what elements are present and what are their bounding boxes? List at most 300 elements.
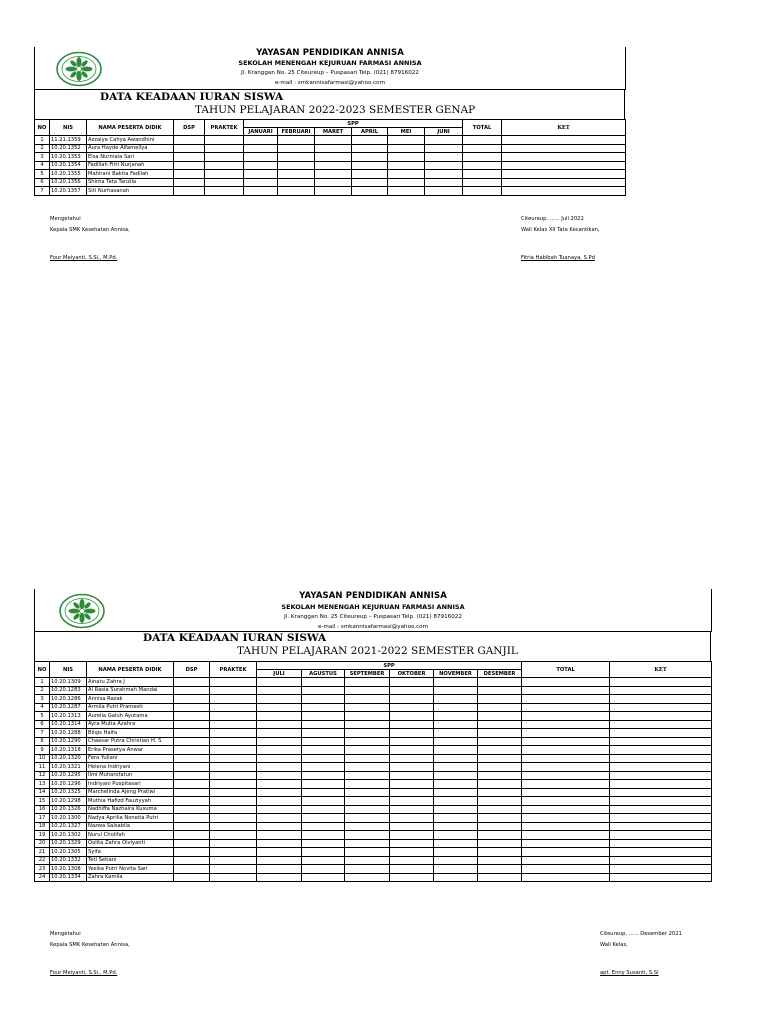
empty-cell[interactable]: [610, 703, 712, 712]
empty-cell[interactable]: [463, 178, 502, 187]
empty-cell[interactable]: [174, 703, 210, 712]
empty-cell[interactable]: [425, 144, 463, 153]
empty-cell[interactable]: [388, 144, 425, 153]
empty-cell[interactable]: [278, 187, 315, 196]
empty-cell[interactable]: [478, 814, 522, 823]
empty-cell[interactable]: [434, 822, 478, 831]
empty-cell[interactable]: [434, 746, 478, 755]
empty-cell[interactable]: [345, 831, 390, 840]
empty-cell[interactable]: [434, 729, 478, 738]
empty-cell[interactable]: [174, 746, 210, 755]
empty-cell[interactable]: [434, 737, 478, 746]
empty-cell[interactable]: [278, 144, 315, 153]
empty-cell[interactable]: [478, 754, 522, 763]
empty-cell[interactable]: [302, 703, 345, 712]
empty-cell[interactable]: [463, 153, 502, 162]
empty-cell[interactable]: [610, 831, 712, 840]
empty-cell[interactable]: [257, 822, 302, 831]
empty-cell[interactable]: [434, 763, 478, 772]
empty-cell[interactable]: [345, 763, 390, 772]
empty-cell[interactable]: [388, 178, 425, 187]
empty-cell[interactable]: [434, 873, 478, 882]
empty-cell[interactable]: [302, 771, 345, 780]
empty-cell[interactable]: [257, 729, 302, 738]
empty-cell[interactable]: [210, 797, 257, 806]
empty-cell[interactable]: [174, 720, 210, 729]
empty-cell[interactable]: [425, 178, 463, 187]
empty-cell[interactable]: [390, 720, 434, 729]
empty-cell[interactable]: [174, 161, 205, 170]
empty-cell[interactable]: [210, 746, 257, 755]
empty-cell[interactable]: [315, 153, 352, 162]
empty-cell[interactable]: [210, 771, 257, 780]
empty-cell[interactable]: [522, 822, 610, 831]
empty-cell[interactable]: [390, 856, 434, 865]
empty-cell[interactable]: [522, 720, 610, 729]
empty-cell[interactable]: [463, 161, 502, 170]
empty-cell[interactable]: [345, 729, 390, 738]
empty-cell[interactable]: [434, 814, 478, 823]
empty-cell[interactable]: [345, 848, 390, 857]
empty-cell[interactable]: [302, 788, 345, 797]
empty-cell[interactable]: [478, 686, 522, 695]
empty-cell[interactable]: [463, 187, 502, 196]
empty-cell[interactable]: [210, 729, 257, 738]
empty-cell[interactable]: [434, 771, 478, 780]
empty-cell[interactable]: [210, 805, 257, 814]
empty-cell[interactable]: [478, 822, 522, 831]
empty-cell[interactable]: [257, 780, 302, 789]
empty-cell[interactable]: [257, 754, 302, 763]
empty-cell[interactable]: [315, 136, 352, 145]
empty-cell[interactable]: [257, 712, 302, 721]
empty-cell[interactable]: [345, 771, 390, 780]
empty-cell[interactable]: [502, 187, 626, 196]
empty-cell[interactable]: [390, 678, 434, 687]
empty-cell[interactable]: [210, 814, 257, 823]
empty-cell[interactable]: [434, 712, 478, 721]
empty-cell[interactable]: [315, 187, 352, 196]
empty-cell[interactable]: [345, 720, 390, 729]
empty-cell[interactable]: [478, 780, 522, 789]
empty-cell[interactable]: [210, 788, 257, 797]
empty-cell[interactable]: [302, 797, 345, 806]
empty-cell[interactable]: [210, 720, 257, 729]
empty-cell[interactable]: [210, 839, 257, 848]
empty-cell[interactable]: [205, 153, 244, 162]
empty-cell[interactable]: [522, 865, 610, 874]
empty-cell[interactable]: [315, 161, 352, 170]
empty-cell[interactable]: [244, 178, 278, 187]
empty-cell[interactable]: [244, 153, 278, 162]
empty-cell[interactable]: [388, 170, 425, 179]
empty-cell[interactable]: [174, 805, 210, 814]
empty-cell[interactable]: [302, 856, 345, 865]
empty-cell[interactable]: [390, 822, 434, 831]
empty-cell[interactable]: [257, 839, 302, 848]
empty-cell[interactable]: [174, 797, 210, 806]
empty-cell[interactable]: [345, 814, 390, 823]
empty-cell[interactable]: [302, 695, 345, 704]
empty-cell[interactable]: [174, 144, 205, 153]
empty-cell[interactable]: [210, 831, 257, 840]
empty-cell[interactable]: [434, 780, 478, 789]
empty-cell[interactable]: [610, 856, 712, 865]
empty-cell[interactable]: [434, 848, 478, 857]
empty-cell[interactable]: [174, 763, 210, 772]
empty-cell[interactable]: [610, 780, 712, 789]
empty-cell[interactable]: [302, 712, 345, 721]
empty-cell[interactable]: [174, 788, 210, 797]
empty-cell[interactable]: [345, 873, 390, 882]
empty-cell[interactable]: [257, 805, 302, 814]
empty-cell[interactable]: [502, 170, 626, 179]
empty-cell[interactable]: [522, 703, 610, 712]
empty-cell[interactable]: [302, 737, 345, 746]
empty-cell[interactable]: [434, 805, 478, 814]
empty-cell[interactable]: [257, 763, 302, 772]
empty-cell[interactable]: [434, 720, 478, 729]
empty-cell[interactable]: [522, 814, 610, 823]
empty-cell[interactable]: [302, 686, 345, 695]
empty-cell[interactable]: [425, 187, 463, 196]
empty-cell[interactable]: [478, 720, 522, 729]
empty-cell[interactable]: [257, 797, 302, 806]
empty-cell[interactable]: [244, 187, 278, 196]
empty-cell[interactable]: [502, 144, 626, 153]
empty-cell[interactable]: [302, 763, 345, 772]
empty-cell[interactable]: [522, 797, 610, 806]
empty-cell[interactable]: [434, 754, 478, 763]
empty-cell[interactable]: [478, 763, 522, 772]
empty-cell[interactable]: [478, 865, 522, 874]
empty-cell[interactable]: [610, 686, 712, 695]
empty-cell[interactable]: [174, 712, 210, 721]
empty-cell[interactable]: [610, 788, 712, 797]
empty-cell[interactable]: [390, 729, 434, 738]
empty-cell[interactable]: [257, 678, 302, 687]
empty-cell[interactable]: [390, 712, 434, 721]
empty-cell[interactable]: [210, 695, 257, 704]
empty-cell[interactable]: [390, 848, 434, 857]
empty-cell[interactable]: [388, 153, 425, 162]
empty-cell[interactable]: [205, 178, 244, 187]
empty-cell[interactable]: [390, 839, 434, 848]
empty-cell[interactable]: [174, 695, 210, 704]
empty-cell[interactable]: [463, 136, 502, 145]
empty-cell[interactable]: [478, 848, 522, 857]
empty-cell[interactable]: [522, 754, 610, 763]
empty-cell[interactable]: [174, 865, 210, 874]
empty-cell[interactable]: [302, 780, 345, 789]
empty-cell[interactable]: [174, 170, 205, 179]
empty-cell[interactable]: [315, 170, 352, 179]
empty-cell[interactable]: [390, 771, 434, 780]
empty-cell[interactable]: [434, 788, 478, 797]
empty-cell[interactable]: [434, 839, 478, 848]
empty-cell[interactable]: [522, 695, 610, 704]
empty-cell[interactable]: [610, 720, 712, 729]
empty-cell[interactable]: [345, 686, 390, 695]
empty-cell[interactable]: [522, 805, 610, 814]
empty-cell[interactable]: [257, 686, 302, 695]
empty-cell[interactable]: [205, 187, 244, 196]
empty-cell[interactable]: [478, 805, 522, 814]
empty-cell[interactable]: [174, 848, 210, 857]
empty-cell[interactable]: [352, 153, 388, 162]
empty-cell[interactable]: [174, 153, 205, 162]
empty-cell[interactable]: [610, 754, 712, 763]
empty-cell[interactable]: [302, 678, 345, 687]
empty-cell[interactable]: [352, 144, 388, 153]
empty-cell[interactable]: [345, 695, 390, 704]
empty-cell[interactable]: [244, 170, 278, 179]
empty-cell[interactable]: [257, 737, 302, 746]
empty-cell[interactable]: [345, 839, 390, 848]
empty-cell[interactable]: [434, 831, 478, 840]
empty-cell[interactable]: [345, 805, 390, 814]
empty-cell[interactable]: [345, 746, 390, 755]
empty-cell[interactable]: [345, 865, 390, 874]
empty-cell[interactable]: [257, 873, 302, 882]
empty-cell[interactable]: [390, 754, 434, 763]
empty-cell[interactable]: [205, 170, 244, 179]
empty-cell[interactable]: [174, 754, 210, 763]
empty-cell[interactable]: [434, 678, 478, 687]
empty-cell[interactable]: [352, 161, 388, 170]
empty-cell[interactable]: [278, 170, 315, 179]
empty-cell[interactable]: [257, 720, 302, 729]
empty-cell[interactable]: [390, 763, 434, 772]
empty-cell[interactable]: [302, 822, 345, 831]
empty-cell[interactable]: [352, 187, 388, 196]
empty-cell[interactable]: [610, 712, 712, 721]
empty-cell[interactable]: [478, 873, 522, 882]
empty-cell[interactable]: [610, 737, 712, 746]
empty-cell[interactable]: [302, 746, 345, 755]
empty-cell[interactable]: [610, 729, 712, 738]
empty-cell[interactable]: [390, 805, 434, 814]
empty-cell[interactable]: [425, 170, 463, 179]
empty-cell[interactable]: [210, 873, 257, 882]
empty-cell[interactable]: [345, 856, 390, 865]
empty-cell[interactable]: [257, 788, 302, 797]
empty-cell[interactable]: [210, 712, 257, 721]
empty-cell[interactable]: [478, 856, 522, 865]
empty-cell[interactable]: [478, 746, 522, 755]
empty-cell[interactable]: [390, 746, 434, 755]
empty-cell[interactable]: [390, 788, 434, 797]
empty-cell[interactable]: [610, 746, 712, 755]
empty-cell[interactable]: [257, 703, 302, 712]
empty-cell[interactable]: [522, 712, 610, 721]
empty-cell[interactable]: [610, 678, 712, 687]
empty-cell[interactable]: [425, 153, 463, 162]
empty-cell[interactable]: [434, 797, 478, 806]
empty-cell[interactable]: [345, 737, 390, 746]
empty-cell[interactable]: [522, 856, 610, 865]
empty-cell[interactable]: [174, 839, 210, 848]
empty-cell[interactable]: [302, 729, 345, 738]
empty-cell[interactable]: [352, 178, 388, 187]
empty-cell[interactable]: [390, 873, 434, 882]
empty-cell[interactable]: [522, 839, 610, 848]
empty-cell[interactable]: [502, 161, 626, 170]
empty-cell[interactable]: [345, 788, 390, 797]
empty-cell[interactable]: [502, 136, 626, 145]
empty-cell[interactable]: [210, 678, 257, 687]
empty-cell[interactable]: [174, 780, 210, 789]
empty-cell[interactable]: [478, 712, 522, 721]
empty-cell[interactable]: [315, 144, 352, 153]
empty-cell[interactable]: [174, 814, 210, 823]
empty-cell[interactable]: [390, 814, 434, 823]
empty-cell[interactable]: [478, 797, 522, 806]
empty-cell[interactable]: [463, 170, 502, 179]
empty-cell[interactable]: [390, 686, 434, 695]
empty-cell[interactable]: [390, 737, 434, 746]
empty-cell[interactable]: [610, 805, 712, 814]
empty-cell[interactable]: [302, 839, 345, 848]
empty-cell[interactable]: [478, 695, 522, 704]
empty-cell[interactable]: [478, 678, 522, 687]
empty-cell[interactable]: [278, 161, 315, 170]
empty-cell[interactable]: [388, 161, 425, 170]
empty-cell[interactable]: [345, 712, 390, 721]
empty-cell[interactable]: [257, 831, 302, 840]
empty-cell[interactable]: [302, 865, 345, 874]
empty-cell[interactable]: [174, 178, 205, 187]
empty-cell[interactable]: [257, 856, 302, 865]
empty-cell[interactable]: [352, 170, 388, 179]
empty-cell[interactable]: [174, 729, 210, 738]
empty-cell[interactable]: [522, 831, 610, 840]
empty-cell[interactable]: [302, 720, 345, 729]
empty-cell[interactable]: [210, 822, 257, 831]
empty-cell[interactable]: [478, 831, 522, 840]
empty-cell[interactable]: [302, 754, 345, 763]
empty-cell[interactable]: [352, 136, 388, 145]
empty-cell[interactable]: [210, 865, 257, 874]
empty-cell[interactable]: [210, 686, 257, 695]
empty-cell[interactable]: [434, 865, 478, 874]
empty-cell[interactable]: [257, 848, 302, 857]
empty-cell[interactable]: [174, 187, 205, 196]
empty-cell[interactable]: [390, 865, 434, 874]
empty-cell[interactable]: [174, 136, 205, 145]
empty-cell[interactable]: [315, 178, 352, 187]
empty-cell[interactable]: [257, 814, 302, 823]
empty-cell[interactable]: [210, 856, 257, 865]
empty-cell[interactable]: [522, 763, 610, 772]
empty-cell[interactable]: [390, 780, 434, 789]
empty-cell[interactable]: [278, 136, 315, 145]
empty-cell[interactable]: [244, 136, 278, 145]
empty-cell[interactable]: [278, 153, 315, 162]
empty-cell[interactable]: [434, 695, 478, 704]
empty-cell[interactable]: [174, 856, 210, 865]
empty-cell[interactable]: [478, 771, 522, 780]
empty-cell[interactable]: [610, 848, 712, 857]
empty-cell[interactable]: [244, 144, 278, 153]
empty-cell[interactable]: [174, 737, 210, 746]
empty-cell[interactable]: [210, 848, 257, 857]
empty-cell[interactable]: [522, 848, 610, 857]
empty-cell[interactable]: [434, 703, 478, 712]
empty-cell[interactable]: [610, 822, 712, 831]
empty-cell[interactable]: [478, 788, 522, 797]
empty-cell[interactable]: [610, 763, 712, 772]
empty-cell[interactable]: [210, 780, 257, 789]
empty-cell[interactable]: [522, 771, 610, 780]
empty-cell[interactable]: [257, 746, 302, 755]
empty-cell[interactable]: [434, 856, 478, 865]
empty-cell[interactable]: [210, 703, 257, 712]
empty-cell[interactable]: [522, 746, 610, 755]
empty-cell[interactable]: [502, 178, 626, 187]
empty-cell[interactable]: [390, 695, 434, 704]
empty-cell[interactable]: [390, 831, 434, 840]
empty-cell[interactable]: [174, 686, 210, 695]
empty-cell[interactable]: [257, 865, 302, 874]
empty-cell[interactable]: [610, 814, 712, 823]
empty-cell[interactable]: [205, 161, 244, 170]
empty-cell[interactable]: [210, 737, 257, 746]
empty-cell[interactable]: [610, 873, 712, 882]
empty-cell[interactable]: [390, 797, 434, 806]
empty-cell[interactable]: [174, 771, 210, 780]
empty-cell[interactable]: [610, 771, 712, 780]
empty-cell[interactable]: [345, 703, 390, 712]
empty-cell[interactable]: [345, 822, 390, 831]
empty-cell[interactable]: [478, 839, 522, 848]
empty-cell[interactable]: [610, 695, 712, 704]
empty-cell[interactable]: [434, 686, 478, 695]
empty-cell[interactable]: [478, 703, 522, 712]
empty-cell[interactable]: [388, 187, 425, 196]
empty-cell[interactable]: [610, 839, 712, 848]
empty-cell[interactable]: [425, 136, 463, 145]
empty-cell[interactable]: [522, 737, 610, 746]
empty-cell[interactable]: [425, 161, 463, 170]
empty-cell[interactable]: [257, 771, 302, 780]
empty-cell[interactable]: [522, 678, 610, 687]
empty-cell[interactable]: [302, 805, 345, 814]
empty-cell[interactable]: [210, 754, 257, 763]
empty-cell[interactable]: [244, 161, 278, 170]
empty-cell[interactable]: [205, 136, 244, 145]
empty-cell[interactable]: [478, 737, 522, 746]
empty-cell[interactable]: [610, 865, 712, 874]
empty-cell[interactable]: [174, 873, 210, 882]
empty-cell[interactable]: [278, 178, 315, 187]
empty-cell[interactable]: [302, 873, 345, 882]
empty-cell[interactable]: [345, 780, 390, 789]
empty-cell[interactable]: [345, 797, 390, 806]
empty-cell[interactable]: [302, 831, 345, 840]
empty-cell[interactable]: [174, 831, 210, 840]
empty-cell[interactable]: [174, 678, 210, 687]
empty-cell[interactable]: [390, 703, 434, 712]
empty-cell[interactable]: [302, 848, 345, 857]
empty-cell[interactable]: [345, 678, 390, 687]
empty-cell[interactable]: [345, 754, 390, 763]
empty-cell[interactable]: [522, 873, 610, 882]
empty-cell[interactable]: [610, 797, 712, 806]
empty-cell[interactable]: [302, 814, 345, 823]
empty-cell[interactable]: [522, 686, 610, 695]
empty-cell[interactable]: [522, 780, 610, 789]
